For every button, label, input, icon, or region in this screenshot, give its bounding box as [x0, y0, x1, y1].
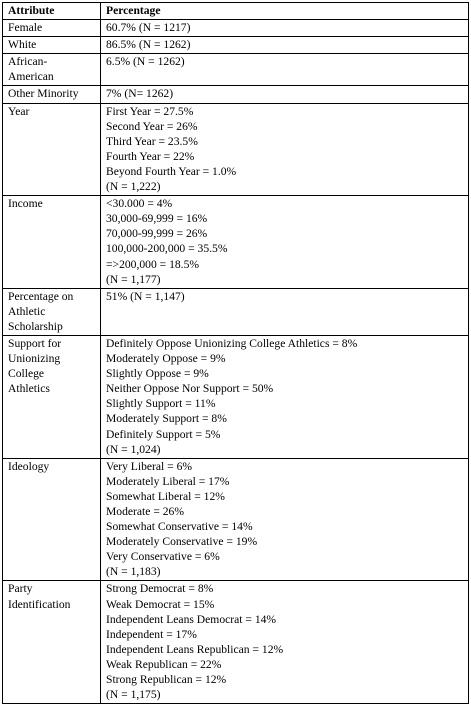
table-row — [3, 86, 469, 103]
attribute-label: Athletic — [8, 304, 46, 318]
percentage-line: 60.7% (N = 1217) — [106, 21, 191, 35]
percentage-cell — [101, 86, 469, 103]
header-attribute: Attribute — [3, 3, 101, 20]
percentage-line: (N = 1,024) — [106, 442, 161, 456]
percentage-cell — [101, 335, 469, 458]
attribute-label: White — [8, 38, 37, 52]
percentage-cell — [101, 288, 469, 335]
attribute-cell — [3, 54, 101, 86]
percentage-line: Independent Leans Republican = 12% — [106, 642, 284, 656]
percentage-line: Strong Democrat = 8% — [106, 582, 214, 596]
percentage-line: Independent = 17% — [106, 627, 197, 641]
attribute-cell — [3, 288, 101, 335]
percentage-cell — [101, 20, 469, 37]
attribute-label: Support for — [8, 336, 62, 350]
percentage-line: Definitely Oppose Unionizing College Athletics = 8% — [106, 336, 358, 350]
percentage-line: Very Liberal = 6% — [106, 459, 193, 473]
attribute-cell — [3, 196, 101, 289]
percentage-line: Moderately Conservative = 19% — [106, 535, 258, 549]
percentage-line: First Year = 27.5% — [106, 104, 194, 118]
percentage-cell — [101, 37, 469, 54]
header-row — [3, 3, 469, 20]
attribute-label: Income — [8, 197, 43, 211]
percentage-line: Moderately Support = 8% — [106, 412, 227, 426]
percentage-line: Moderately Oppose = 9% — [106, 352, 226, 366]
attribute-label: Other Minority — [8, 87, 79, 101]
table-row — [3, 288, 469, 335]
percentage-line: Somewhat Liberal = 12% — [106, 489, 225, 503]
attribute-label: Ideology — [8, 459, 50, 473]
percentage-line: <30.000 = 4% — [106, 197, 173, 211]
attribute-label: Unionizing — [8, 352, 61, 366]
percentage-line: 30,000-69,999 = 16% — [106, 212, 208, 226]
percentage-line: 100,000-200,000 = 35.5% — [106, 242, 228, 256]
attribute-cell — [3, 581, 101, 704]
attribute-label: College — [8, 367, 45, 381]
percentage-line: Very Conservative = 6% — [106, 550, 220, 564]
percentage-line: Weak Democrat = 15% — [106, 597, 215, 611]
percentage-line: Moderately Liberal = 17% — [106, 474, 230, 488]
attribute-label: Percentage on — [8, 289, 74, 303]
percentage-cell — [101, 196, 469, 289]
table-row — [3, 335, 469, 458]
percentage-line: 51% (N = 1,147) — [106, 289, 185, 303]
attribute-cell — [3, 20, 101, 37]
percentage-line: 86.5% (N = 1262) — [106, 38, 191, 52]
percentage-line: Definitely Support = 5% — [106, 427, 221, 441]
attribute-cell — [3, 335, 101, 458]
percentage-line: 70,000-99,999 = 26% — [106, 227, 208, 241]
attribute-label: Identification — [8, 597, 71, 611]
attribute-label: Year — [8, 104, 30, 118]
attribute-cell — [3, 103, 101, 196]
percentage-cell — [101, 458, 469, 581]
percentage-cell — [101, 581, 469, 704]
table-row — [3, 458, 469, 581]
percentage-line: Third Year = 23.5% — [106, 134, 198, 148]
percentage-cell — [101, 54, 469, 86]
attribute-label: African- — [8, 55, 48, 69]
header-percentage: Percentage — [101, 3, 469, 20]
percentage-line: Weak Republican = 22% — [106, 657, 222, 671]
attribute-label: American — [8, 70, 54, 84]
percentage-line: (N = 1,183) — [106, 565, 161, 579]
percentage-line: (N = 1,175) — [106, 688, 161, 702]
percentage-line: Beyond Fourth Year = 1.0% — [106, 164, 237, 178]
percentage-line: (N = 1,177) — [106, 272, 161, 286]
percentage-line: (N = 1,222) — [106, 180, 161, 194]
percentage-line: 6.5% (N = 1262) — [106, 55, 185, 69]
table-row — [3, 20, 469, 37]
table-row — [3, 37, 469, 54]
attribute-label: Scholarship — [8, 319, 63, 333]
percentage-line: Slightly Oppose = 9% — [106, 367, 209, 381]
percentage-line: =>200,000 = 18.5% — [106, 257, 200, 271]
percentage-line: Second Year = 26% — [106, 119, 198, 133]
percentage-line: Slightly Support = 11% — [106, 397, 216, 411]
attribute-label: Athletics — [8, 382, 50, 396]
attribute-label: Party — [8, 582, 33, 596]
attribute-label: Female — [8, 21, 43, 35]
percentage-line: Somewhat Conservative = 14% — [106, 520, 253, 534]
table-row — [3, 581, 469, 704]
percentage-cell — [101, 103, 469, 196]
table-row — [3, 54, 469, 86]
attribute-table — [2, 2, 469, 704]
table-body — [3, 20, 469, 704]
percentage-line: Fourth Year = 22% — [106, 149, 195, 163]
attribute-cell — [3, 86, 101, 103]
percentage-line: Independent Leans Democrat = 14% — [106, 612, 277, 626]
table-row — [3, 103, 469, 196]
percentage-line: Strong Republican = 12% — [106, 673, 227, 687]
percentage-line: Neither Oppose Nor Support = 50% — [106, 382, 274, 396]
attribute-cell — [3, 458, 101, 581]
attribute-cell — [3, 37, 101, 54]
percentage-line: 7% (N= 1262) — [106, 87, 174, 101]
table-row — [3, 196, 469, 289]
percentage-line: Moderate = 26% — [106, 505, 185, 518]
